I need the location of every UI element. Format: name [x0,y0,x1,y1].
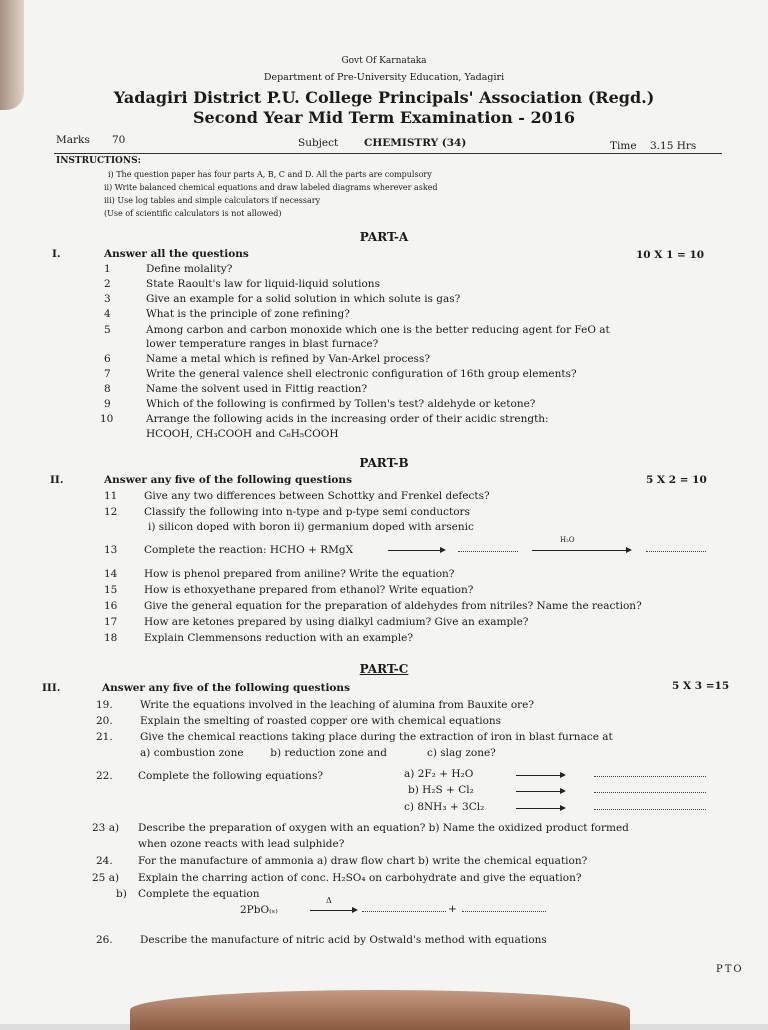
reaction-arrow [516,791,564,792]
q-text: Arrange the following acids in the increasing order of their acidic strength: [146,413,549,425]
q-text: Explain Clemmensons reduction with an example? [144,632,413,644]
q-num: 7 [104,368,111,380]
q-num: 10 [100,413,114,425]
q-num: 16 [104,600,118,612]
plus-sign: + [448,903,457,915]
q-num: 5 [104,324,111,336]
q-num: 3 [104,293,111,305]
subject-value: CHEMISTRY (34) [364,137,467,149]
reaction-arrow [388,550,444,551]
q-num: 19. [96,699,113,711]
q-text: a) combustion zone b) reduction zone and c) slag zone? [140,747,496,759]
q-text: Write the equations involved in the leaching of alumina from Bauxite ore? [140,699,535,711]
q-num: b) [116,888,127,900]
q-num: 1 [104,263,111,275]
q-text: i) silicon doped with boron ii) germanium doped with arsenic [148,521,474,533]
marks-value: 70 [112,134,126,146]
q-text: Name a metal which is refined by Van-Arkel process? [146,353,430,365]
q-text: Describe the preparation of oxygen with an equation? b) Name the oxidized product formed [138,822,629,834]
q-text: Classify the following into n-type and p-type semi conductors [144,506,470,518]
part-c-title: PART-C [359,662,409,676]
q-text: Give the general equation for the preparation of aldehydes from nitriles? Name the reaction? [144,600,642,612]
q-text: HCOOH, CH₃COOH and C₆H₅COOH [146,428,339,440]
q-text: Name the solvent used in Fittig reaction? [146,383,368,395]
q-text: Define molality? [146,263,233,275]
q-text: Give the chemical reactions taking place during the extraction of iron in blast furnace at [140,731,613,743]
q-text: Complete the equation [138,888,260,900]
reaction-arrow [516,808,564,809]
equation: b) H₂S + Cl₂ [408,784,474,796]
q-text: How is ethoxyethane prepared from ethanol? Write equation? [144,584,474,596]
answer-blank [594,808,706,810]
answer-blank [594,791,706,793]
q-text: How are ketones prepared by using dialkyl cadmium? Give an example? [144,616,529,628]
part-a-marks: 10 X 1 = 10 [636,249,705,261]
q-text: Explain the smelting of roasted copper ore with chemical equations [140,715,502,727]
q-text: What is the principle of zone refining? [146,308,350,320]
thumb-bottom [130,990,630,1030]
department-line: Department of Pre-University Education, Yadagiri [263,72,505,83]
q-num: 11 [104,490,118,502]
q-num: 13 [104,544,118,556]
part-a-title: PART-A [359,230,409,244]
equation: 2PbO₍ₛ₎ [240,904,278,916]
marks-label: Marks [56,134,90,146]
q-num: 25 a) [92,872,120,884]
q-text: Write the general valence shell electronic configuration of 16th group elements? [146,368,577,380]
q-text: Describe the manufacture of nitric acid by Ostwald's method with equations [140,934,547,946]
part-a-heading: Answer all the questions [104,248,249,260]
q-text: For the manufacture of ammonia a) draw flow chart b) write the chemical equation? [138,855,588,867]
q-text: Which of the following is confirmed by Tollen's test? aldehyde or ketone? [146,398,536,410]
reaction-arrow [310,910,356,911]
q-text: lower temperature ranges in blast furnace? [146,338,379,350]
q-num: 21. [96,731,113,743]
reaction-arrow [516,775,564,776]
q-text: Complete the reaction: HCHO + RMgX [144,544,354,556]
answer-blank [646,550,706,552]
q-num: 2 [104,278,111,290]
time-label: Time [610,140,637,152]
instruction-1: i) The question paper has four parts A, B, C and D. All the parts are compulsory [108,170,432,179]
instruction-4: (Use of scientific calculators is not allowed) [104,209,282,218]
instructions-title: INSTRUCTIONS: [56,156,141,166]
q-num: 12 [104,506,118,518]
q-num: 15 [104,584,118,596]
q-text: Give an example for a solid solution in which solute is gas? [146,293,461,305]
q-text: How is phenol prepared from aniline? Write the equation? [144,568,455,580]
q-num: 23 a) [92,822,120,834]
q-text: Among carbon and carbon monoxide which one is the better reducing agent for FeO at [146,324,610,336]
part-c-heading: Answer any five of the following questions [102,682,350,694]
q-num: 9 [104,398,111,410]
time-value: 3.15 Hrs [650,140,697,152]
part-b-marks: 5 X 2 = 10 [646,474,707,486]
part-b-heading: Answer any five of the following questions [104,474,352,486]
pto-label: PTO [716,964,744,975]
association-title: Yadagiri District P.U. College Principals' Association (Regd.) [113,88,655,107]
part-c-roman: III. [42,682,61,694]
q-text: Complete the following equations? [138,770,323,782]
q-text: when ozone reacts with lead sulphide? [138,838,345,850]
arrow-label: H₂O [560,536,575,544]
q-num: 18 [104,632,118,644]
answer-blank [594,775,706,777]
q-num: 22. [96,770,113,782]
instruction-2: ii) Write balanced chemical equations and draw labeled diagrams wherever asked [104,183,438,192]
q-num: 4 [104,308,111,320]
exam-title: Second Year Mid Term Examination - 2016 [192,108,576,127]
q-num: 17 [104,616,118,628]
answer-blank [462,910,546,912]
instruction-3: iii) Use log tables and simple calculators if necessary [104,196,321,205]
answer-blank [458,550,518,552]
q-num: 26. [96,934,113,946]
part-b-title: PART-B [359,456,409,470]
q-num: 6 [104,353,111,365]
reaction-arrow [532,550,630,551]
arrow-label: Δ [326,896,332,905]
divider [54,153,722,154]
q-num: 8 [104,383,111,395]
equation: a) 2F₂ + H₂O [404,768,474,780]
part-c-marks: 5 X 3 =15 [672,680,730,692]
equation: c) 8NH₃ + 3Cl₂ [404,801,485,813]
q-num: 24. [96,855,113,867]
answer-blank [362,910,446,912]
q-text: Give any two differences between Schottky and Frenkel defects? [144,490,490,502]
part-b-roman: II. [50,474,64,486]
subject-label: Subject [298,137,339,149]
q-text: State Raoult's law for liquid-liquid solutions [146,278,380,290]
govt-line: Govt Of Karnataka [341,56,427,66]
part-a-roman: I. [52,248,61,260]
q-text: Explain the charring action of conc. H₂SO₄ on carbohydrate and give the equation? [138,872,582,884]
q-num: 20. [96,715,113,727]
q-num: 14 [104,568,118,580]
